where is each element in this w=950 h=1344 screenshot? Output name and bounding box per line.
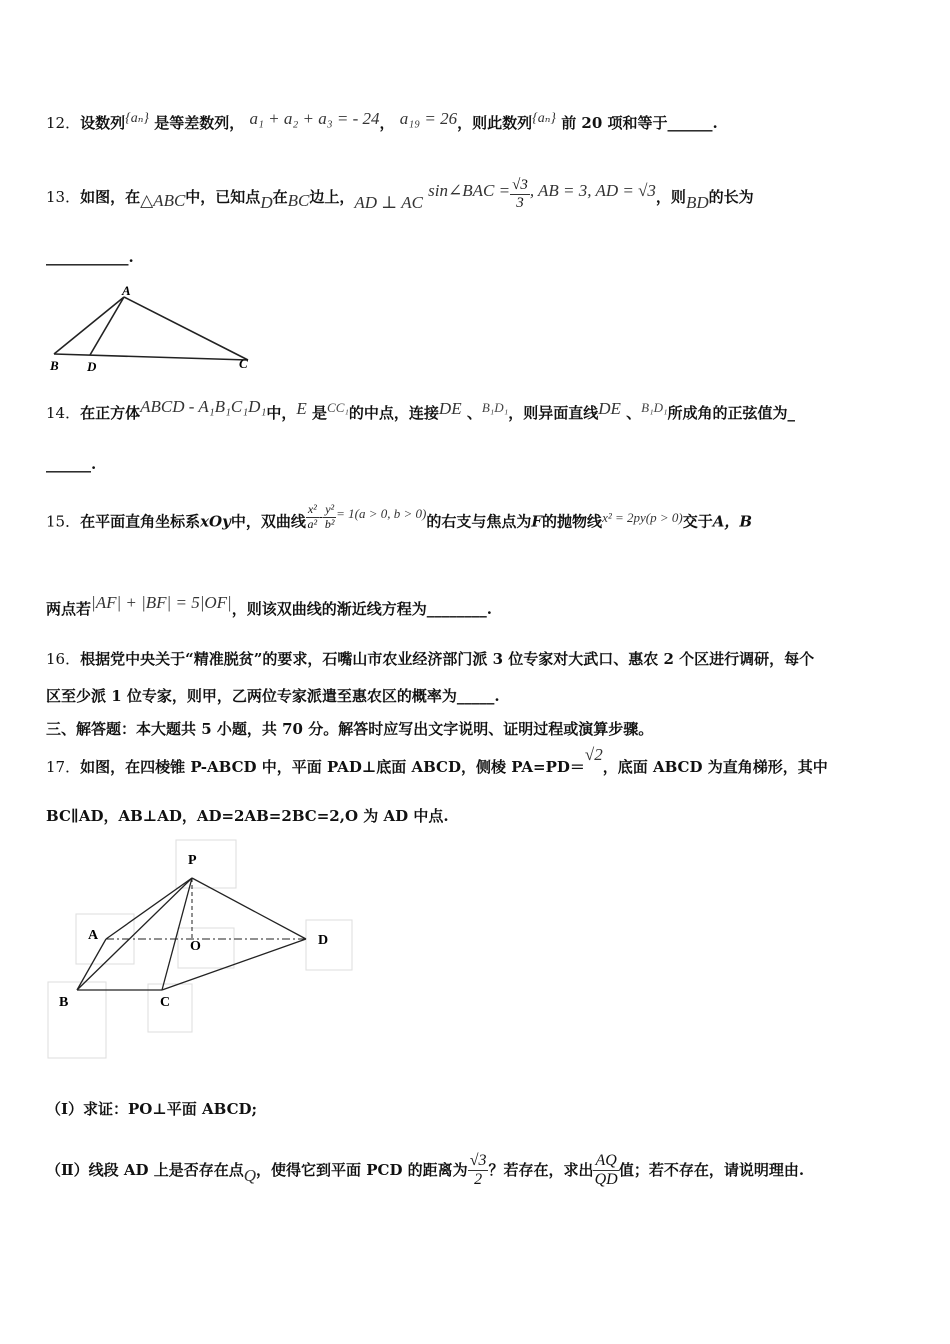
text: 是等差数列， bbox=[154, 114, 245, 132]
question-number: 12． bbox=[46, 114, 81, 132]
math-segment: DE bbox=[598, 399, 621, 418]
answer-blank: ______ bbox=[46, 455, 91, 473]
text: 边上， bbox=[309, 187, 355, 206]
question-16 bbox=[46, 648, 814, 669]
question-17 bbox=[46, 745, 828, 777]
question-number: 14． bbox=[46, 404, 81, 422]
label-p: P bbox=[188, 853, 197, 868]
math-abs: |AF| + |BF| = 5|OF| bbox=[91, 593, 232, 612]
label-b: B bbox=[50, 358, 59, 373]
math-values: , AB = 3, AD = √3 bbox=[529, 180, 656, 200]
math-triangle: △ABC bbox=[140, 190, 186, 210]
text: 中， bbox=[266, 404, 297, 422]
text: . bbox=[128, 248, 134, 266]
math-segment: BC bbox=[287, 190, 310, 210]
label-a: A bbox=[122, 283, 131, 298]
text: 如图，在 bbox=[80, 187, 141, 206]
denominator: 3 bbox=[516, 195, 524, 212]
question-17-part-1: （Ⅰ）求证：PO⊥平面 ABCD; bbox=[46, 1100, 258, 1118]
text: ，则此数列 bbox=[457, 114, 533, 132]
text: 的中点，连接 bbox=[348, 404, 439, 422]
segment-bc bbox=[54, 354, 248, 360]
text: 交于 bbox=[682, 512, 713, 531]
segment-ad bbox=[90, 297, 124, 355]
segment-ac bbox=[124, 297, 248, 360]
math-fraction bbox=[468, 1152, 489, 1190]
math-minus: - bbox=[318, 510, 324, 526]
label-a: A bbox=[88, 928, 99, 943]
math-fraction bbox=[306, 503, 319, 532]
math-condition: = 1(a > 0, b > 0) bbox=[336, 506, 427, 522]
denominator: 2 bbox=[474, 1171, 483, 1189]
numerator: x² bbox=[307, 502, 317, 516]
text: 根据党中央关于“精准脱贫”的要求，石嘴山市农业经济部门派 3 位专家对大武口、惠农 2 个区进行调研，每个 bbox=[80, 650, 815, 668]
question-16-line2 bbox=[46, 685, 500, 706]
question-17-part-2 bbox=[46, 1152, 804, 1190]
answer-blank: ______ bbox=[667, 114, 713, 132]
text: ，则 bbox=[655, 187, 686, 206]
text: 区至少派 1 位专家，则甲，乙两位专家派遣至惠农区的概率为 bbox=[46, 687, 457, 705]
numerator: √3 bbox=[510, 177, 530, 195]
text: 、 bbox=[626, 404, 642, 422]
answer-blank: ___________ bbox=[46, 248, 129, 266]
math-xoy: xOy bbox=[200, 512, 231, 531]
denominator: QD bbox=[594, 1171, 618, 1189]
text: 前 20 项和等于 bbox=[561, 114, 668, 132]
text: ？若存在，求出 bbox=[488, 1160, 594, 1179]
text: 的抛物线 bbox=[542, 512, 603, 531]
math-equation: a₁₉ = 26 bbox=[399, 109, 458, 128]
math-seq: {aₙ} bbox=[125, 111, 149, 126]
numerator: √3 bbox=[468, 1152, 489, 1171]
math-fraction bbox=[510, 177, 530, 213]
numerator: y² bbox=[325, 502, 335, 516]
label-c: C bbox=[239, 356, 248, 371]
numerator: AQ bbox=[593, 1152, 618, 1171]
text: . bbox=[494, 687, 500, 705]
math-equation: a₁ + a₂ + a₃ = - 24 bbox=[249, 109, 380, 128]
math-points: A，B bbox=[712, 512, 753, 531]
text: ， bbox=[379, 114, 395, 132]
question-12 bbox=[46, 109, 718, 133]
question-number: 13． bbox=[46, 187, 81, 206]
text: 的长为 bbox=[708, 187, 754, 206]
text: （Ⅱ）线段 AD 上是否存在点 bbox=[46, 1160, 244, 1179]
question-14 bbox=[46, 397, 796, 423]
denominator: a² bbox=[307, 516, 318, 531]
question-15-line2 bbox=[46, 593, 492, 619]
math-fraction bbox=[593, 1152, 618, 1190]
question-number: 17． bbox=[46, 758, 81, 776]
math-cube: ABCD - A₁B₁C₁D₁ bbox=[140, 397, 267, 416]
text: 在正方体 bbox=[80, 404, 141, 422]
math-point: E bbox=[296, 399, 307, 418]
text: 在平面直角坐标系 bbox=[80, 512, 201, 531]
math-point: Q bbox=[243, 1165, 257, 1185]
text: 在 bbox=[272, 187, 288, 206]
label-box bbox=[48, 982, 106, 1058]
math-segment: B₁D₁ bbox=[481, 400, 509, 415]
math-point: F bbox=[531, 512, 543, 531]
text: . bbox=[486, 600, 492, 618]
text: 设数列 bbox=[80, 114, 126, 132]
math-segment: BD bbox=[685, 192, 709, 212]
label-d: D bbox=[318, 933, 329, 948]
figure-13-triangle bbox=[44, 282, 264, 374]
label-box bbox=[178, 928, 234, 968]
text: ，则异面直线 bbox=[508, 404, 599, 422]
math-point: D bbox=[260, 192, 273, 212]
math-seq: {aₙ} bbox=[532, 111, 556, 126]
text: 、 bbox=[466, 404, 482, 422]
text: 如图，在四棱锥 P-ABCD 中，平面 PAD⊥底面 ABCD，侧棱 PA=PD＝ bbox=[80, 758, 585, 776]
label-b: B bbox=[59, 995, 69, 1010]
segment-pd bbox=[192, 878, 306, 939]
label-box bbox=[176, 840, 236, 888]
math-segment: DE bbox=[438, 399, 462, 418]
segment-ab bbox=[54, 297, 124, 354]
label-o: O bbox=[190, 939, 201, 954]
text: . bbox=[712, 114, 718, 132]
label-d: D bbox=[87, 359, 97, 374]
text: ，使得它到平面 PCD 的距离为 bbox=[256, 1160, 468, 1179]
segment-pc bbox=[162, 878, 192, 990]
question-17-line2: BC∥AD，AB⊥AD，AD=2AB=2BC=2,O 为 AD 中点. bbox=[46, 807, 449, 825]
segment-pa bbox=[106, 878, 192, 939]
denominator: b² bbox=[324, 516, 335, 531]
text: 所成角的正弦值为_ bbox=[667, 404, 796, 422]
question-13 bbox=[46, 177, 754, 216]
math-sin: sin∠BAC = bbox=[428, 180, 511, 200]
text: 中，双曲线 bbox=[230, 512, 306, 531]
question-number: 15． bbox=[46, 512, 81, 531]
text: ，则该双曲线的渐近线方程为 bbox=[231, 600, 427, 618]
math-parabola: x² = 2py(p > 0) bbox=[602, 510, 683, 526]
question-number: 16． bbox=[46, 650, 81, 668]
text: ，底面 ABCD 为直角梯形，其中 bbox=[602, 758, 828, 776]
text: 是 bbox=[312, 404, 328, 422]
math-segment: CC₁ bbox=[327, 400, 349, 415]
answer-blank: _____ bbox=[456, 687, 495, 705]
math-segment: B₁D₁ bbox=[641, 400, 668, 415]
figure-17-pyramid bbox=[44, 836, 364, 1062]
question-13-blank-line bbox=[46, 248, 134, 266]
question-15 bbox=[46, 502, 753, 537]
math-fraction bbox=[323, 503, 336, 532]
text: 两点若 bbox=[46, 600, 92, 618]
question-14-blank-line bbox=[46, 455, 96, 473]
answer-blank: ________ bbox=[426, 600, 487, 618]
math-perp: AD ⊥ AC bbox=[354, 192, 423, 212]
label-c: C bbox=[160, 995, 171, 1010]
math-sqrt: √2 bbox=[584, 745, 603, 764]
label-box bbox=[306, 920, 352, 970]
text: 的右支与焦点为 bbox=[426, 512, 532, 531]
text: . bbox=[91, 455, 97, 473]
section-title: 三、解答题：本大题共 5 小题，共 70 分。解答时应写出文字说明、证明过程或演算步骤。 bbox=[46, 720, 654, 738]
text: 中，已知点 bbox=[185, 187, 261, 206]
text: 值；若不存在，请说明理由. bbox=[618, 1160, 805, 1179]
